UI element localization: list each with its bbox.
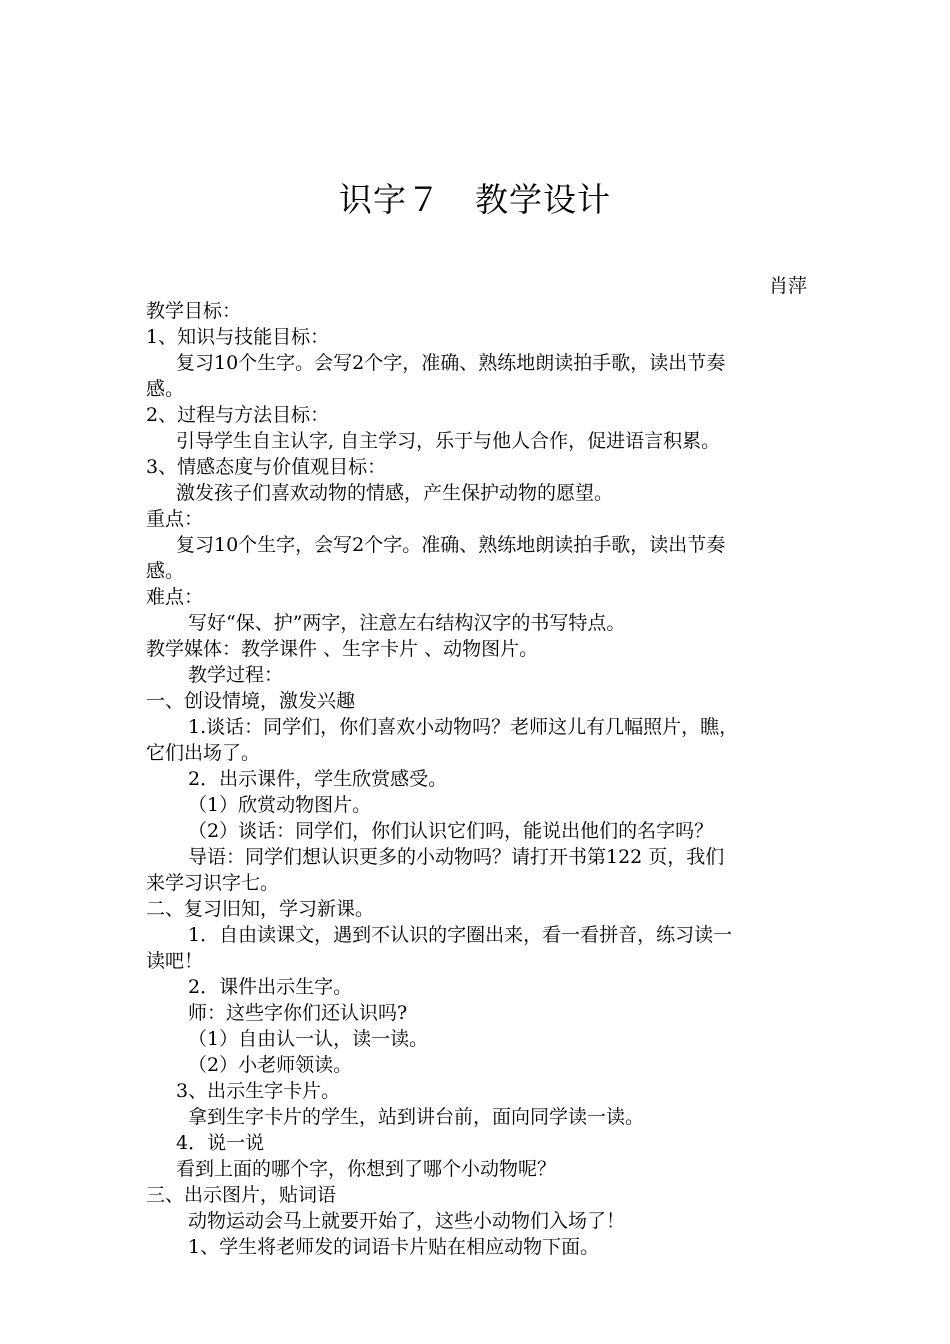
document-title: 识字７ 教学设计 [339,180,611,219]
objective-heading-process: 2、过程与方法目标： [146,404,330,426]
teaching-media-line: 教学媒体：教学课件 、生字卡片 、动物图片。 [146,638,539,660]
paragraph-line: 看到上面的哪个字，你想到了哪个小动物呢？ [176,1158,557,1180]
paragraph-line: 2．课件出示生字。 [188,976,353,998]
paragraph-line: （1）自由认一认，读一读。 [188,1028,429,1050]
paragraph-line: 读吧！ [146,950,204,972]
step-heading-1: 一、创设情境，激发兴趣 [146,690,356,712]
paragraph-line: 4．说一说 [176,1132,265,1154]
paragraph-line: （2）小老师领读。 [188,1054,353,1076]
paragraph-line: （2）谈话：同学们，你们认识它们吗，能说出他们的名字吗？ [188,820,714,842]
paragraph-line: 它们出场了。 [146,742,261,764]
document-author: 肖萍 [768,275,807,297]
objective-heading-emotion: 3、情感态度与价值观目标： [146,456,387,478]
objective-heading-knowledge: 1、知识与技能目标： [146,326,330,348]
paragraph-line: 1、学生将老师发的词语卡片贴在相应动物下面。 [188,1236,600,1258]
paragraph-line: 1．自由读课文，遇到不认识的字圈出来，看一看拼音，练习读一 [188,924,733,946]
document-body [146,298,810,1260]
paragraph-line: 写好“保、护”两字，注意左右结构汉字的书写特点。 [188,612,626,634]
paragraph-line: 感。 [146,378,185,400]
section-heading-objectives: 教学目标： [146,300,242,322]
paragraph-line: 2．出示课件，学生欣赏感受。 [188,768,448,790]
section-heading-difficulties: 难点： [146,586,204,608]
section-heading-process: 教学过程： [188,664,284,686]
paragraph-line: （1）欣赏动物图片。 [188,794,372,816]
paragraph-line: 3、出示生字卡片。 [176,1080,341,1102]
paragraph-line: 复习10个生字，会写2个字。准确、熟练地朗读拍手歌，读出节奏 [176,534,726,556]
paragraph-line: 1.谈话：同学们，你们喜欢小动物吗？老师这儿有几幅照片，瞧， [188,716,739,738]
paragraph-line: 动物运动会马上就要开始了，这些小动物们入场了！ [188,1210,626,1232]
step-heading-2: 二、复习旧知，学习新课。 [146,898,375,920]
paragraph-line: 复习10个生字。会写2个字，准确、熟练地朗读拍手歌，读出节奏 [176,352,726,374]
paragraph-line: 引导学生自主认字, 自主学习，乐于与他人合作，促进语言积累。 [176,430,721,452]
paragraph-line: 师：这些字你们还认识吗? [188,1002,408,1024]
paragraph-line: 感。 [146,560,185,582]
paragraph-line: 来学习识字七。 [146,872,280,894]
paragraph-line: 导语：同学们想认识更多的小动物吗？请打开书第122 页，我们 [188,846,725,868]
step-heading-3: 三、出示图片，贴词语 [146,1184,337,1206]
section-heading-key-points: 重点： [146,508,204,530]
paragraph-line: 激发孩子们喜欢动物的情感，产生保护动物的愿望。 [176,482,614,504]
paragraph-line: 拿到生字卡片的学生，站到讲台前，面向同学读一读。 [188,1106,645,1128]
